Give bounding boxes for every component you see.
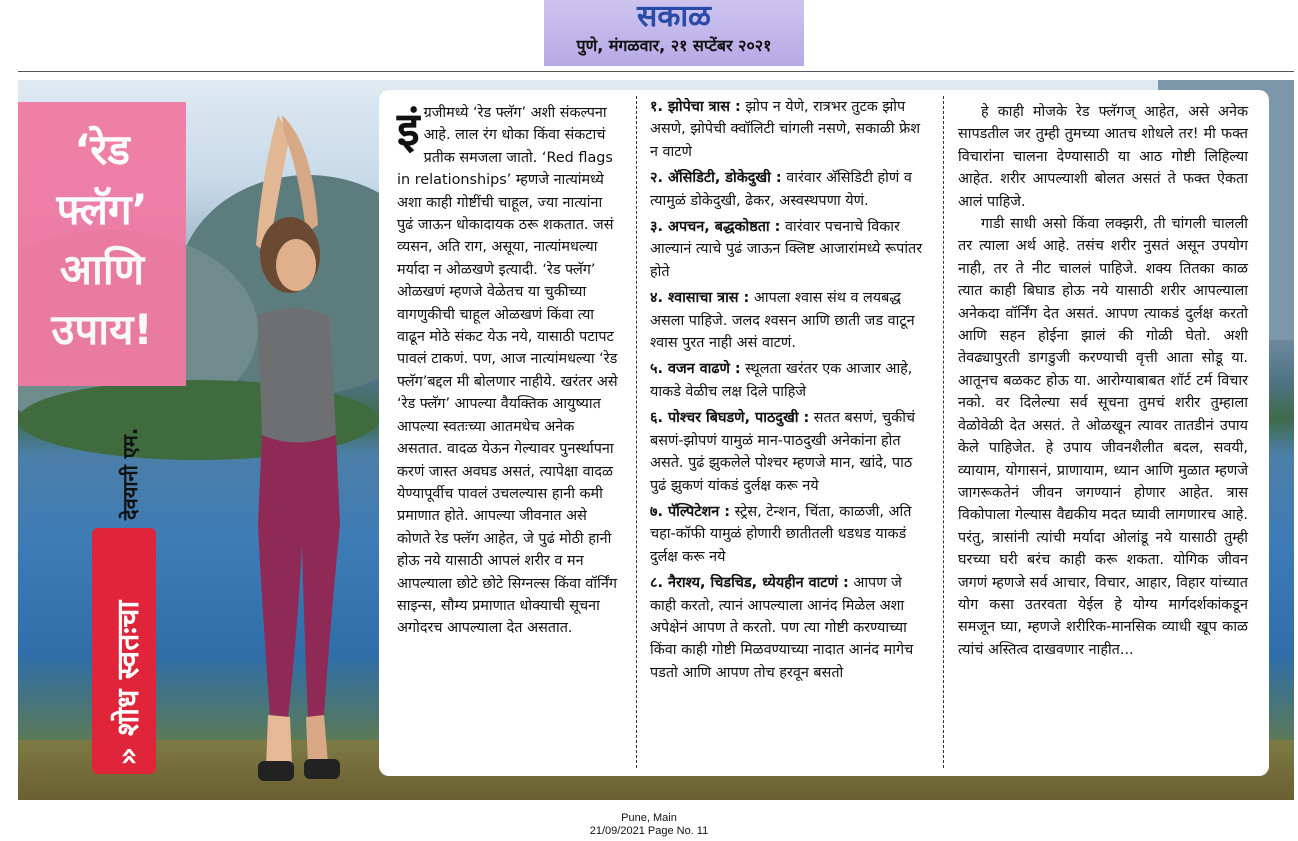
list-item-text: आपला श्वास संथ व लयबद्ध असला पाहिजे. जलद श्वसन आणि छाती जड वाटून श्वास पुरत नाही असं वाटणं. (650, 290, 915, 352)
article-column-3 (958, 101, 1248, 661)
list-item-heading: ३. अपचन, बद्धकोष्ठता : (650, 219, 781, 236)
column-divider (636, 96, 637, 768)
headline (18, 102, 186, 360)
paragraph: गाडी साधी असो किंवा लक्झरी, ती चांगली चालली तर त्याला अर्थ आहे. तसंच शरीर नुसतं असून उपयोग नाही, तर ते नीट चाललं पाहिजे. शक्य तितका काळ त्यात काही बिघाड होऊ नये यासाठी शरीर आपल्याला अनेकदा वॉर्निंग देत असतं. आपण त्याकडं दुर्लक्ष करतो आणि सहन होईना झालं की गोळी घेतो. अशी तेवढ्यापुरती डागडुजी करण्याची वृत्ती आता सोडू या. आतूनच बळकट होऊ या. आरोग्याबाबत शॉर्ट टर्म विचार नको. वर दिलेल्या सर्व सूचना तुमचं शरीर तुम्हाला वेळोवेळी देत असतं. ते ओळखून त्यावर तातडीनं उपाय केले पाहिजेत. हे उपाय जीवनशैलीत बदल, सवयी, व्यायाम, योगासनं, प्राणायाम, ध्यान आणि मुळात म्हणजे जागरूकतेनं जीवन जगण्यानं होणार आहेत. त्रास विकोपाला गेल्यास वैद्यकीय मदत घ्यावी लागणारच आहे. परंतु, त्रासांनी त्यांची मर्यादा ओलांडू नये यासाठी तुम्ही घरच्या घरी बरंच काही करू शकता. योगिक जीवन जगणं म्हणजे सर्व आचार, विचार, आहार, विहार यांच्यात योग कसा उतरवता येईल हे योग्य मार्गदर्शकांकडून समजून घ्या, म्हणजे शरीरिक-मानसिक व्याधी खूप काळ त्यांचं अस्तित्व दाखवणार नाहीत... (958, 216, 1248, 658)
list-item (650, 572, 932, 684)
list-item (650, 96, 932, 163)
list-item-heading: ८. नैराश्य, चिडचिड, ध्येयहीन वाटणं : (650, 575, 849, 592)
headline-line: आणि (59, 245, 145, 294)
list-item-text: वारंवार अ‍ॅसिडिटी होणं व त्यामुळं डोकेदुखी, ढेकर, अस्वस्थपणा येणं. (650, 170, 912, 209)
list-item-text: झोप न येणे, रात्रभर तुटक झोप असणे, झोपेची क्वॉलिटी चांगली नसणे, सकाळी फ्रेश न वाटणे (650, 99, 921, 160)
list-item (650, 216, 932, 283)
masthead (544, 0, 804, 66)
column-tag (92, 528, 156, 774)
article-column-2 (650, 96, 932, 688)
list-item (650, 287, 932, 354)
intro-paragraph: ग्रजीमध्ये ‘रेड फ्लॅग’ अशी संकल्पना आहे. लाल रंग धोका किंवा संकटाचं प्रतीक समजला जातो. ‘Red flags in relationships’ म्हणजे नात्यांमध्ये अशा काही गोष्टींची चाहूल, ज्या नात्यांना पुढं जाऊन धोकादायक ठरू शकतात. जसं व्यसन, अति राग, असूया, नात्यांमधल्या मर्यादा न ओळखणे इत्यादी. ‘रेड फ्लॅग’ ओळखणं म्हणजे वेळेतच या चुकीच्या वागणुकीची चाहूल ओळखणं किंवा त्या वाढून मोठे संकट येऊ नये, यासाठी पटापट पावलं टाकणं. पण, आज नात्यांमधल्या ‘रेड फ्लॅग’बद्दल मी बोलणार नाहीये. खरंतर असे ‘रेड फ्लॅग’ आपल्या वैयक्तिक आयुष्यात आपल्या स्वतःच्या आतमधेच अनेक असतात. वादळ येऊन गेल्यावर पुनर्स्थापना करणं जास्त अवघड असतं, त्यापेक्षा वादळ येण्यापूर्वीच पावलं उचलल्यास हानी कमी प्रमाणात होते. आपल्या जीवनात असे कोणते रेड फ्लॅग आहेत, जे पुढं मोठी हानी होऊ नये यासाठी आपलं शरीर व मन आपल्याला छोटे छोटे सिग्नल्स किंवा वॉर्निंग साइन्स, सौम्य प्रमाणात धोक्याची सूचना अगोदरच आपल्याला देत असतात. (397, 105, 618, 637)
woman-figure (218, 105, 378, 795)
page-footer (0, 812, 1298, 838)
newspaper-logo: सकाळ (637, 0, 711, 34)
column-divider (943, 96, 944, 768)
list-item-heading: १. झोपेचा त्रास : (650, 99, 741, 115)
list-item-text: सतत बसणं, चुकीचं बसणं-झोपणं यामुळं मान-पाठदुखी अनेकांना होत असते. पुढं झुकलेले पोश्चर म्हणजे मान, खांदे, पाठ पुढं झुकणं यांकडं दुर्लक्ष करू नये (650, 410, 916, 494)
author-name: देवयानी एम. (118, 427, 142, 520)
list-item (650, 501, 932, 568)
header-rule (18, 71, 1294, 72)
edition-label: Pune, Main (621, 812, 677, 824)
list-item (650, 407, 932, 497)
dateline: पुणे, मंगळवार, २१ सप्टेंबर २०२१ (576, 36, 772, 55)
list-item-text: स्थूलता खरंतर एक आजार आहे, याकडे वेळीच लक्ष दिले पाहिजे (650, 361, 913, 400)
headline-box (18, 102, 186, 386)
list-item-heading: ६. पोश्चर बिघडणे, पाठदुखी : (650, 410, 810, 427)
date-page-label: 21/09/2021 Page No. 11 (589, 825, 709, 837)
list-item-text: स्ट्रेस, टेन्शन, चिंता, काळजी, अति चहा-कॉफी यामुळं होणारी छातीतली धडधड याकडं दुर्लक्ष करू नये (650, 503, 912, 565)
list-item-heading: ४. श्वासाचा त्रास : (650, 290, 750, 307)
paragraph: हे काही मोजके रेड फ्लॅगज् आहेत, असे अनेक सापडतील जर तुम्ही तुमच्या आतच शोधले तर! मी फक्त विचारांना चालना देण्यासाठी या आठ गोष्टी लिहिल्या आहेत. शरीर आपल्याशी बोलत असतं ते फक्त ऐकता आलं पाहिजे. (958, 104, 1248, 210)
list-item-heading: ५. वजन वाढणे : (650, 361, 741, 378)
list-item (650, 358, 932, 403)
headline-line: ‘रेड (74, 125, 130, 174)
headline-line: फ्लॅग’ (56, 185, 148, 234)
article-column-1 (397, 102, 622, 640)
column-tag-label: » शोध स्वतःचा (111, 600, 146, 766)
headline-line: उपाय! (51, 305, 153, 354)
list-item-heading: ७. पॅल्पिटेशन : (650, 503, 730, 520)
list-item (650, 167, 932, 212)
list-item-text: आपण जे काही करतो, त्यानं आपल्याला आनंद मिळेल अशा अपेक्षेनं आपण ते करतो. पण त्या गोष्टी करण्याच्या किंवा काही गोष्टी मिळवण्याच्या नादात आनंद मागेच पडतो आणि आपण तोच हरवून बसतो (650, 575, 914, 681)
list-item-text: वारंवार पचनाचे विकार आल्यानं त्याचे पुढं जाऊन क्लिष्ट आजारांमध्ये रूपांतर होते (650, 219, 923, 280)
author-byline (116, 400, 146, 520)
drop-cap: इं (397, 102, 420, 156)
list-item-heading: २. अ‍ॅसिडिटी, डोकेदुखी : (650, 170, 782, 187)
